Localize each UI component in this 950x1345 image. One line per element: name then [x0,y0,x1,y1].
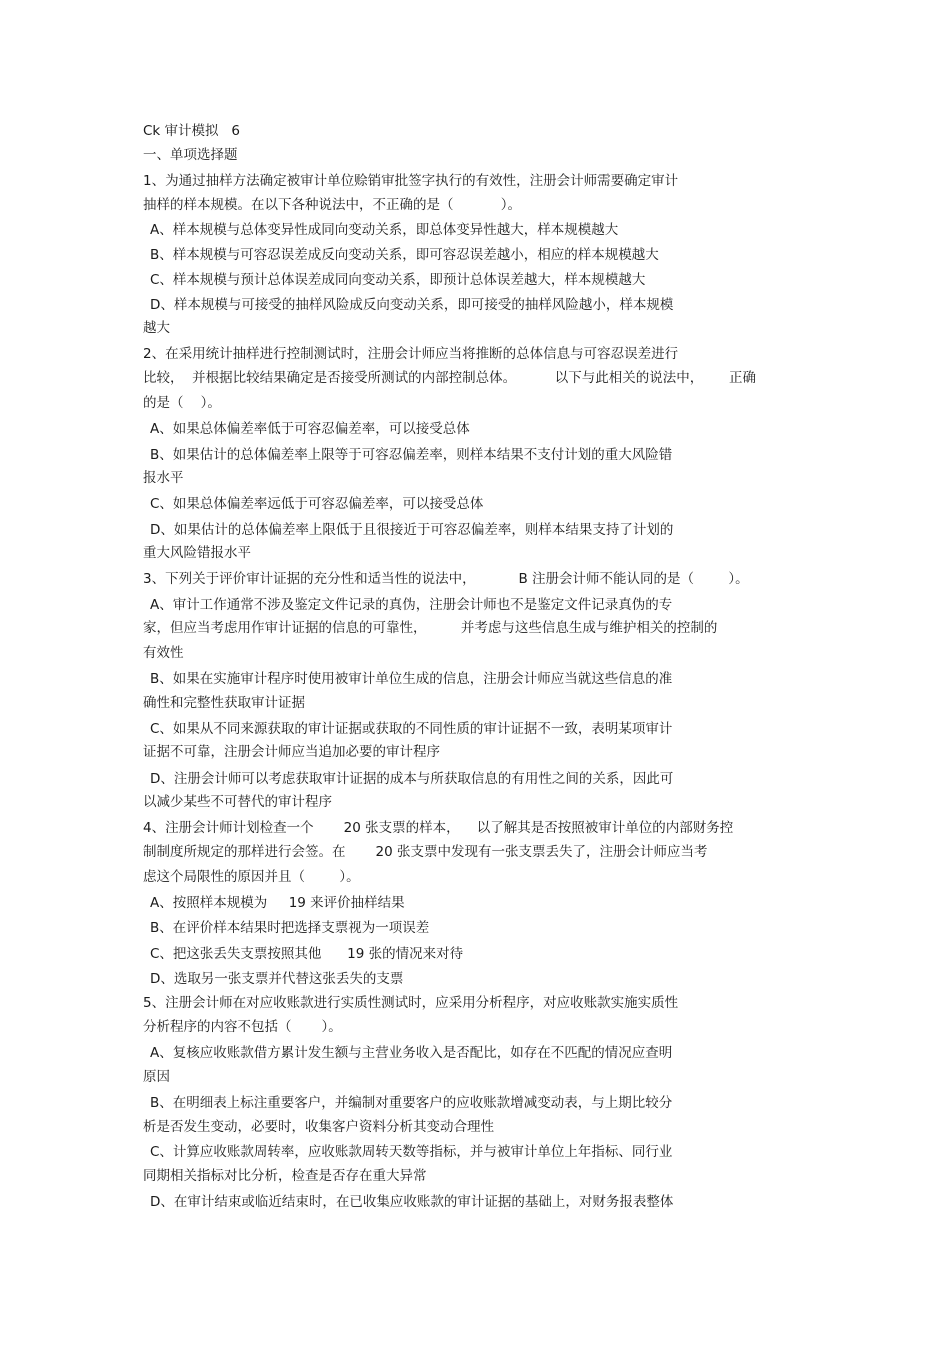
question-3-option-c: C、如果从不同来源获取的审计证据或获取的不同性质的审计证据不一致，表明某项审计 [150,721,673,737]
question-3-line-1: 3、下列关于评价审计证据的充分性和适当性的说法中， B 注册会计师不能认同的是（ ）。 [143,571,749,587]
question-4-option-c: C、把这张丢失支票按照其他 19 张的情况来对待 [150,946,464,962]
question-3-option-d-cont: 以减少某些不可替代的审计程序 [143,794,332,810]
document-title: Ck 审计模拟 6 [143,123,240,139]
question-1-option-c: C、样本规模与预计总体误差成同向变动关系，即预计总体误差越大，样本规模越大 [150,272,646,288]
question-4-line-2: 制制度所规定的那样进行会签。在 20 张支票中发现有一张支票丢失了，注册会计师应当考 [143,844,708,860]
question-3-option-a-cont-1: 家，但应当考虑用作审计证据的信息的可靠性， 并考虑与这些信息生成与维护相关的控制的 [143,620,718,636]
question-5-option-b-cont: 析是否发生变动，必要时，收集客户资料分析其变动合理性 [143,1119,494,1135]
question-1-line-2: 抽样的样本规模。在以下各种说法中，不正确的是（ ）。 [143,197,521,213]
section-heading: 一、单项选择题 [143,147,238,163]
question-5-option-a-cont: 原因 [143,1069,170,1085]
question-1-option-d: D、样本规模与可接受的抽样风险成反向变动关系，即可接受的抽样风险越小，样本规模 [150,297,674,313]
question-1-line-1: 1、为通过抽样方法确定被审计单位赊销审批签字执行的有效性，注册会计师需要确定审计 [143,173,679,189]
question-5-option-a: A、复核应收账款借方累计发生额与主营业务收入是否配比，如存在不匹配的情况应查明 [150,1045,673,1061]
question-5-line-2: 分析程序的内容不包括（ ）。 [143,1019,342,1035]
question-3-option-a: A、审计工作通常不涉及鉴定文件记录的真伪，注册会计师也不是鉴定文件记录真伪的专 [150,597,673,613]
question-4-option-a: A、按照样本规模为 19 来评价抽样结果 [150,895,405,911]
question-4-option-d: D、选取另一张支票并代替这张丢失的支票 [150,971,404,987]
question-2-option-a: A、如果总体偏差率低于可容忍偏差率，可以接受总体 [150,421,470,437]
question-5-option-c: C、计算应收账款周转率，应收账款周转天数等指标，并与被审计单位上年指标、同行业 [150,1144,673,1160]
question-2-option-c: C、如果总体偏差率远低于可容忍偏差率，可以接受总体 [150,496,484,512]
question-5-line-1: 5、注册会计师在对应收账款进行实质性测试时，应采用分析程序，对应收账款实施实质性 [143,995,679,1011]
question-1-option-d-cont: 越大 [143,320,170,336]
question-4-option-b: B、在评价样本结果时把选择支票视为一项误差 [150,920,430,936]
question-3-option-b: B、如果在实施审计程序时使用被审计单位生成的信息，注册会计师应当就这些信息的准 [150,671,673,687]
question-2-line-3: 的是（ ）。 [143,395,221,411]
question-2-option-b: B、如果估计的总体偏差率上限等于可容忍偏差率，则样本结果不支付计划的重大风险错 [150,447,673,463]
question-5-option-b: B、在明细表上标注重要客户，并编制对重要客户的应收账款增减变动表，与上期比较分 [150,1095,673,1111]
question-4-line-1: 4、注册会计师计划检查一个 20 张支票的样本， 以了解其是否按照被审计单位的内部财务控 [143,820,734,836]
question-2-line-1: 2、在采用统计抽样进行控制测试时，注册会计师应当将推断的总体信息与可容忍误差进行 [143,346,679,362]
question-1-option-a: A、样本规模与总体变异性成同向变动关系，即总体变异性越大，样本规模越大 [150,222,619,238]
question-2-option-b-cont: 报水平 [143,470,184,486]
question-2-line-2: 比较， 并根据比较结果确定是否接受所测试的内部控制总体。 以下与此相关的说法中， 正确 [143,370,756,386]
question-5-option-d: D、在审计结束或临近结束时，在已收集应收账款的审计证据的基础上，对财务报表整体 [150,1194,674,1210]
question-2-option-d: D、如果估计的总体偏差率上限低于且很接近于可容忍偏差率，则样本结果支持了计划的 [150,522,674,538]
question-3-option-b-cont: 确性和完整性获取审计证据 [143,695,305,711]
question-5-option-c-cont: 同期相关指标对比分析，检查是否存在重大异常 [143,1168,427,1184]
question-4-line-3: 虑这个局限性的原因并且（ ）。 [143,869,360,885]
question-1-option-b: B、样本规模与可容忍误差成反向变动关系，即可容忍误差越小，相应的样本规模越大 [150,247,659,263]
question-2-option-d-cont: 重大风险错报水平 [143,545,251,561]
question-3-option-a-cont-2: 有效性 [143,645,184,661]
question-3-option-d: D、注册会计师可以考虑获取审计证据的成本与所获取信息的有用性之间的关系，因此可 [150,771,674,787]
question-3-option-c-cont: 证据不可靠，注册会计师应当追加必要的审计程序 [143,744,440,760]
